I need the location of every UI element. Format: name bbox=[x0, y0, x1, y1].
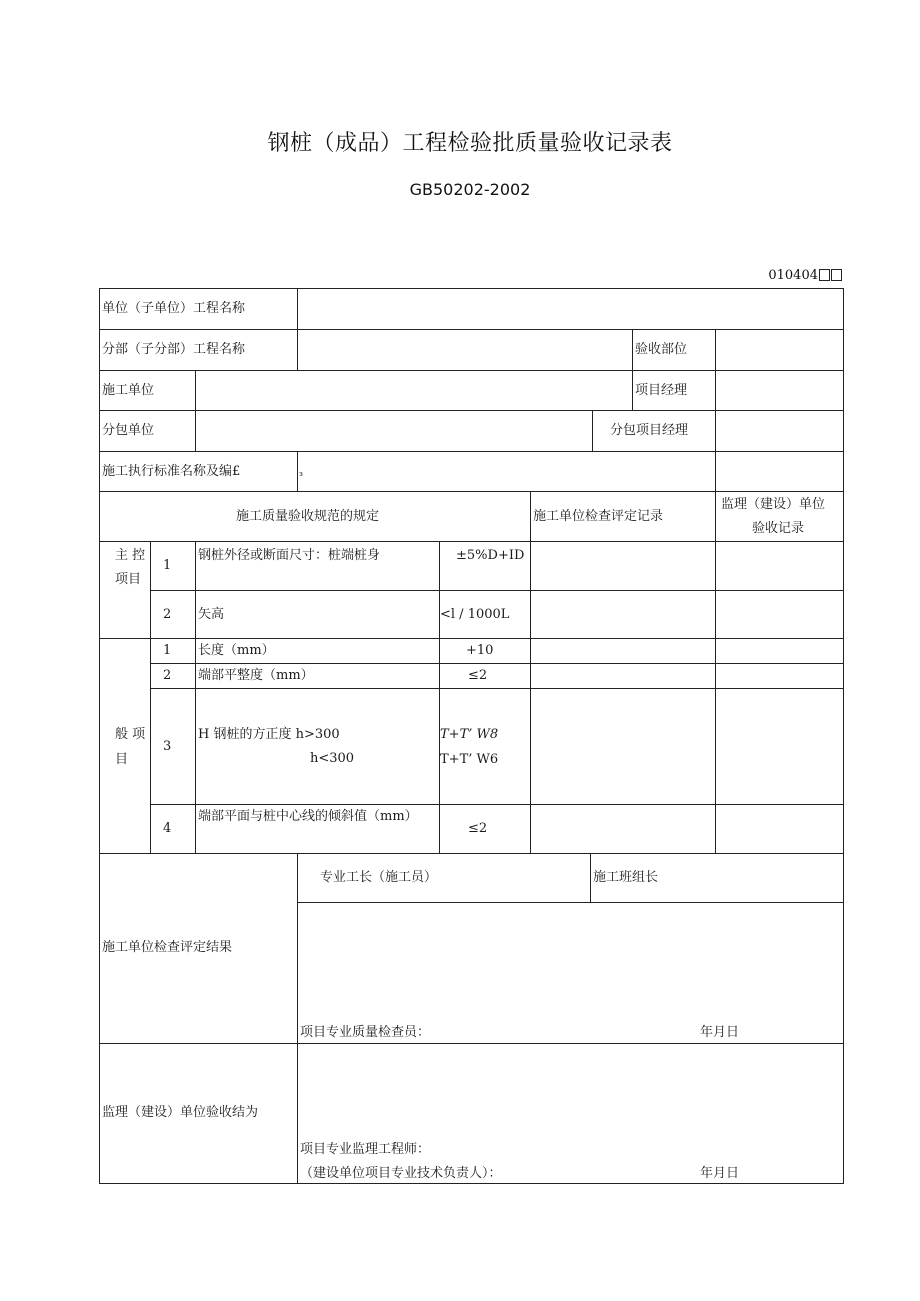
general-item-4-value: ≤2 bbox=[468, 821, 488, 836]
col-line bbox=[592, 410, 593, 451]
main-item-1-value: ±5%D+ID bbox=[456, 548, 525, 563]
row-line bbox=[150, 804, 844, 805]
sub-project-field[interactable] bbox=[300, 332, 628, 368]
general-item-1-value: +10 bbox=[466, 643, 494, 658]
main-item-1-contractor-record[interactable] bbox=[533, 544, 712, 588]
unit-project-label: 单位（子单位）工程名称 bbox=[102, 301, 246, 316]
main-item-2-contractor-record[interactable] bbox=[533, 593, 712, 635]
general-item-2-name: 端部平整度（mm） bbox=[198, 668, 314, 683]
contractor-field[interactable] bbox=[198, 373, 628, 408]
foreman-label: 专业工长（施工员） bbox=[320, 870, 438, 885]
row-line bbox=[99, 853, 844, 854]
spec-header: 施工质量验收规范的规定 bbox=[236, 509, 380, 524]
contractor-check-header: 施工单位检查评定记录 bbox=[533, 509, 664, 524]
col-line bbox=[715, 329, 716, 491]
general-item-3-supervisor-record[interactable] bbox=[718, 691, 840, 802]
table-border-top bbox=[99, 288, 844, 289]
general-item-4-no: 4 bbox=[163, 821, 172, 836]
main-item-2-no: 2 bbox=[163, 607, 172, 622]
col-line bbox=[530, 491, 531, 854]
general-item-1-name: 长度（mm） bbox=[198, 643, 275, 658]
contractor-date-label: 年月日 bbox=[700, 1025, 740, 1040]
contractor-result-label: 施工单位检查评定结果 bbox=[102, 940, 233, 955]
contractor-result-field[interactable] bbox=[300, 905, 840, 1020]
team-leader-label: 施工班组长 bbox=[593, 870, 659, 885]
col-line bbox=[439, 541, 440, 854]
table-border-left bbox=[99, 288, 100, 1184]
project-manager-label: 项目经理 bbox=[635, 383, 688, 398]
main-items-group-line1: 主 控 bbox=[115, 548, 146, 563]
general-item-3-contractor-record[interactable] bbox=[533, 691, 712, 802]
row-line bbox=[99, 451, 844, 452]
subcontractor-field[interactable] bbox=[198, 413, 588, 449]
contractor-label: 施工单位 bbox=[102, 383, 155, 398]
general-item-3-value-line2: T+T’ W6 bbox=[440, 752, 499, 767]
main-item-1-supervisor-record[interactable] bbox=[718, 544, 840, 588]
col-line bbox=[297, 288, 298, 371]
standard-name-label: 施工执行标准名称及编£ bbox=[102, 464, 241, 479]
col-line bbox=[195, 541, 196, 854]
general-items-group-line1: 般 项 bbox=[115, 727, 146, 742]
document-title: 钢桩（成品）工程检验批质量验收记录表 bbox=[267, 131, 673, 156]
general-item-1-contractor-record[interactable] bbox=[533, 641, 712, 661]
general-item-4-name: 端部平面与桩中心线的倾斜值（mm） bbox=[198, 809, 418, 824]
main-item-1-name: 钢桩外径或断面尺寸：桩端桩身 bbox=[198, 548, 381, 563]
row-line bbox=[99, 370, 844, 371]
table-border-right bbox=[843, 288, 844, 1184]
standard-name-value[interactable]: з bbox=[299, 470, 303, 478]
owner-technical-lead-label: （建设单位项目专业技术负责人）： bbox=[300, 1166, 502, 1181]
sub-project-label: 分部（子分部）工程名称 bbox=[102, 342, 246, 357]
standard-code: GB50202-2002 bbox=[409, 180, 531, 199]
main-items-group-line2: 项目 bbox=[115, 572, 142, 587]
col-line bbox=[195, 370, 196, 451]
row-line bbox=[150, 663, 844, 664]
col-line bbox=[297, 451, 298, 491]
general-item-3-value-line1: T+T’ W8 bbox=[440, 727, 499, 742]
general-item-2-value: ≤2 bbox=[468, 668, 488, 683]
general-item-1-supervisor-record[interactable] bbox=[718, 641, 840, 661]
general-item-2-supervisor-record[interactable] bbox=[718, 666, 840, 686]
general-item-4-supervisor-record[interactable] bbox=[718, 807, 840, 851]
quality-inspector-label: 项目专业质量检查员： bbox=[300, 1025, 431, 1040]
supervisor-header-line1: 监理（建设）单位 bbox=[721, 497, 826, 512]
general-item-3-no: 3 bbox=[163, 739, 172, 754]
supervisor-result-label: 监理（建设）单位验收结为 bbox=[102, 1105, 259, 1120]
main-item-1-no: 1 bbox=[163, 558, 172, 573]
col-line bbox=[150, 541, 151, 854]
supervisor-date-label: 年月日 bbox=[700, 1166, 740, 1181]
general-item-3-name-line2: h<300 bbox=[310, 751, 355, 766]
supervisor-result-field[interactable] bbox=[300, 1046, 840, 1134]
row-line bbox=[99, 491, 844, 492]
row-line bbox=[150, 590, 844, 591]
general-item-1-no: 1 bbox=[163, 643, 172, 658]
col-line bbox=[632, 329, 633, 411]
col-line bbox=[590, 853, 591, 903]
main-item-2-value: <l / 1000L bbox=[440, 607, 510, 622]
col-line bbox=[297, 853, 298, 1184]
general-item-2-contractor-record[interactable] bbox=[533, 666, 712, 686]
row-line bbox=[297, 902, 844, 903]
row-line bbox=[99, 638, 844, 639]
sub-project-manager-field[interactable] bbox=[718, 413, 840, 449]
form-code-number: 010404 bbox=[768, 268, 818, 283]
row-line bbox=[99, 329, 844, 330]
supervising-engineer-label: 项目专业监理工程师： bbox=[300, 1142, 431, 1157]
sub-project-manager-label: 分包项目经理 bbox=[610, 423, 689, 438]
main-item-2-supervisor-record[interactable] bbox=[718, 593, 840, 635]
acceptance-part-field[interactable] bbox=[718, 332, 840, 368]
row-line bbox=[150, 688, 844, 689]
unit-project-field[interactable] bbox=[300, 291, 840, 327]
table-border-bottom bbox=[99, 1183, 844, 1184]
acceptance-part-label: 验收部位 bbox=[635, 342, 688, 357]
general-items-group-line2: 目 bbox=[115, 752, 129, 767]
project-manager-field[interactable] bbox=[718, 373, 840, 408]
col-line bbox=[715, 491, 716, 854]
general-item-4-contractor-record[interactable] bbox=[533, 807, 712, 851]
row-line bbox=[99, 410, 844, 411]
row-line bbox=[99, 541, 844, 542]
main-item-2-name: 矢高 bbox=[198, 607, 225, 622]
subcontractor-label: 分包单位 bbox=[102, 423, 155, 438]
supervisor-header-line2: 验收记录 bbox=[752, 521, 805, 536]
general-item-2-no: 2 bbox=[163, 668, 172, 683]
row-line bbox=[99, 1043, 844, 1044]
general-item-3-name-line1: H 钢桩的方正度 h>300 bbox=[198, 727, 340, 742]
